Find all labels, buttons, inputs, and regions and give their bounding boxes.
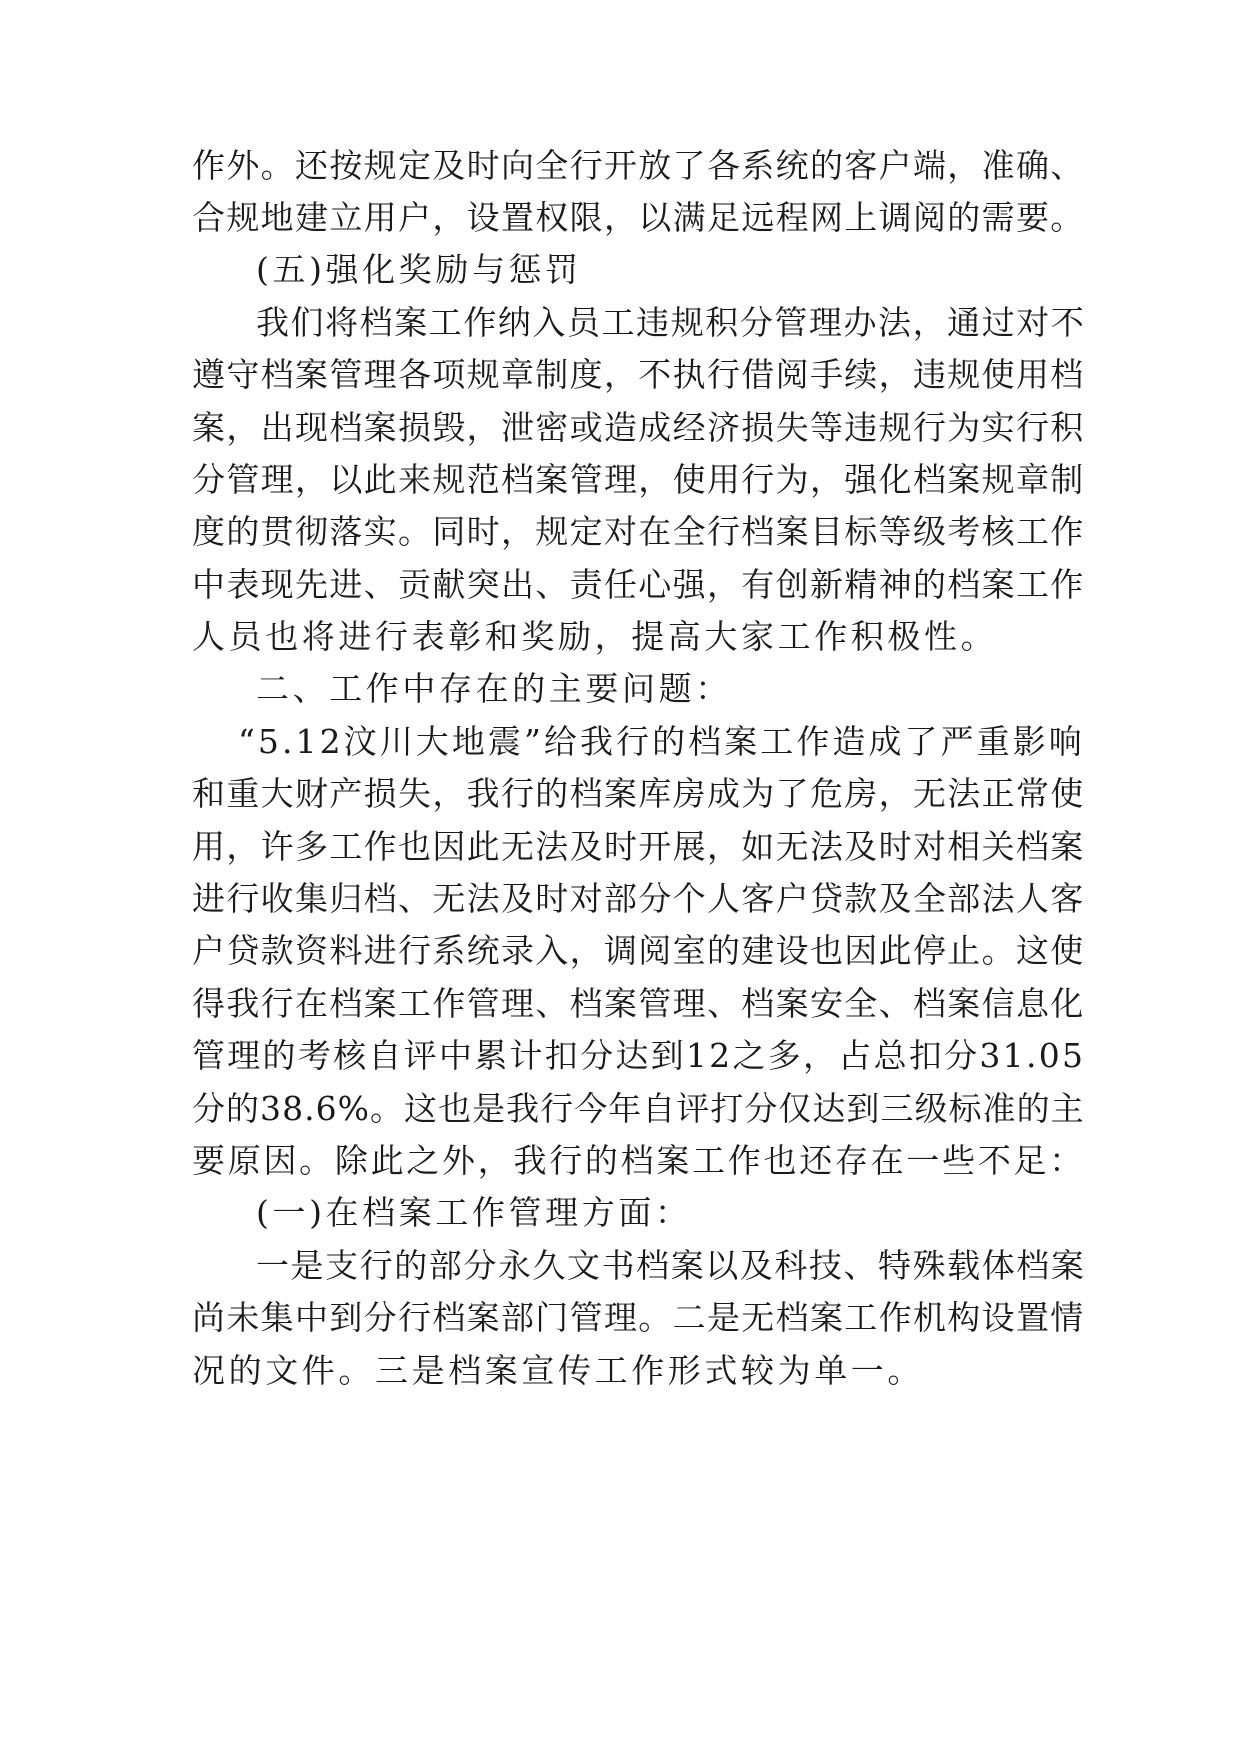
paragraph-line: 得我行在档案工作管理、档案管理、档案安全、档案信息化 xyxy=(192,984,1085,1023)
paragraph-line: 我们将档案工作纳入员工违规积分管理办法，通过对不 xyxy=(256,303,1086,342)
paragraph-line: 作外。还按规定及时向全行开放了各系统的客户端，准确、 xyxy=(192,146,1085,185)
paragraph-line: 户贷款资料进行系统录入，调阅室的建设也因此停止。这使 xyxy=(192,931,1085,970)
paragraph-line: 合规地建立用户，设置权限，以满足远程网上调阅的需要。 xyxy=(192,198,1085,237)
paragraph-line: “5.12汶川大地震”给我行的档案工作造成了严重影响 xyxy=(238,722,1085,761)
paragraph-line: 况的文件。三是档案宣传工作形式较为单一。 xyxy=(192,1351,924,1390)
paragraph-line: 人员也将进行表彰和奖励，提高大家工作积极性。 xyxy=(192,617,998,656)
section-heading: 二、工作中存在的主要问题： xyxy=(256,669,732,708)
paragraph-line: 一是支行的部分永久文书档案以及科技、特殊载体档案 xyxy=(256,1246,1086,1285)
section-heading: (一)在档案工作管理方面： xyxy=(256,1193,692,1232)
paragraph-line: 要原因。除此之外，我行的档案工作也还存在一些不足： xyxy=(192,1141,1085,1180)
paragraph-line: 和重大财产损失，我行的档案库房成为了危房，无法正常使 xyxy=(192,774,1085,813)
paragraph-line: 遵守档案管理各项规章制度，不执行借阅手续，违规使用档 xyxy=(192,355,1085,394)
paragraph-line: 尚未集中到分行档案部门管理。二是无档案工作机构设置情 xyxy=(192,1298,1085,1337)
paragraph-line: 中表现先进、贡献突出、责任心强，有创新精神的档案工作 xyxy=(192,565,1085,604)
paragraph-line: 分管理，以此来规范档案管理，使用行为，强化档案规章制 xyxy=(192,460,1085,499)
section-heading: (五)强化奖励与惩罚 xyxy=(256,250,582,289)
paragraph-line: 分的38.6%。这也是我行今年自评打分仅达到三级标准的主 xyxy=(192,1089,1085,1128)
paragraph-line: 进行收集归档、无法及时对部分个人客户贷款及全部法人客 xyxy=(192,879,1085,918)
paragraph-line: 度的贯彻落实。同时，规定对在全行档案目标等级考核工作 xyxy=(192,512,1085,551)
paragraph-line: 管理的考核自评中累计扣分达到12之多，占总扣分31.05 xyxy=(192,1036,1086,1075)
paragraph-line: 用，许多工作也因此无法及时开展，如无法及时对相关档案 xyxy=(192,827,1085,866)
paragraph-line: 案，出现档案损毁，泄密或造成经济损失等违规行为实行积 xyxy=(192,408,1085,447)
